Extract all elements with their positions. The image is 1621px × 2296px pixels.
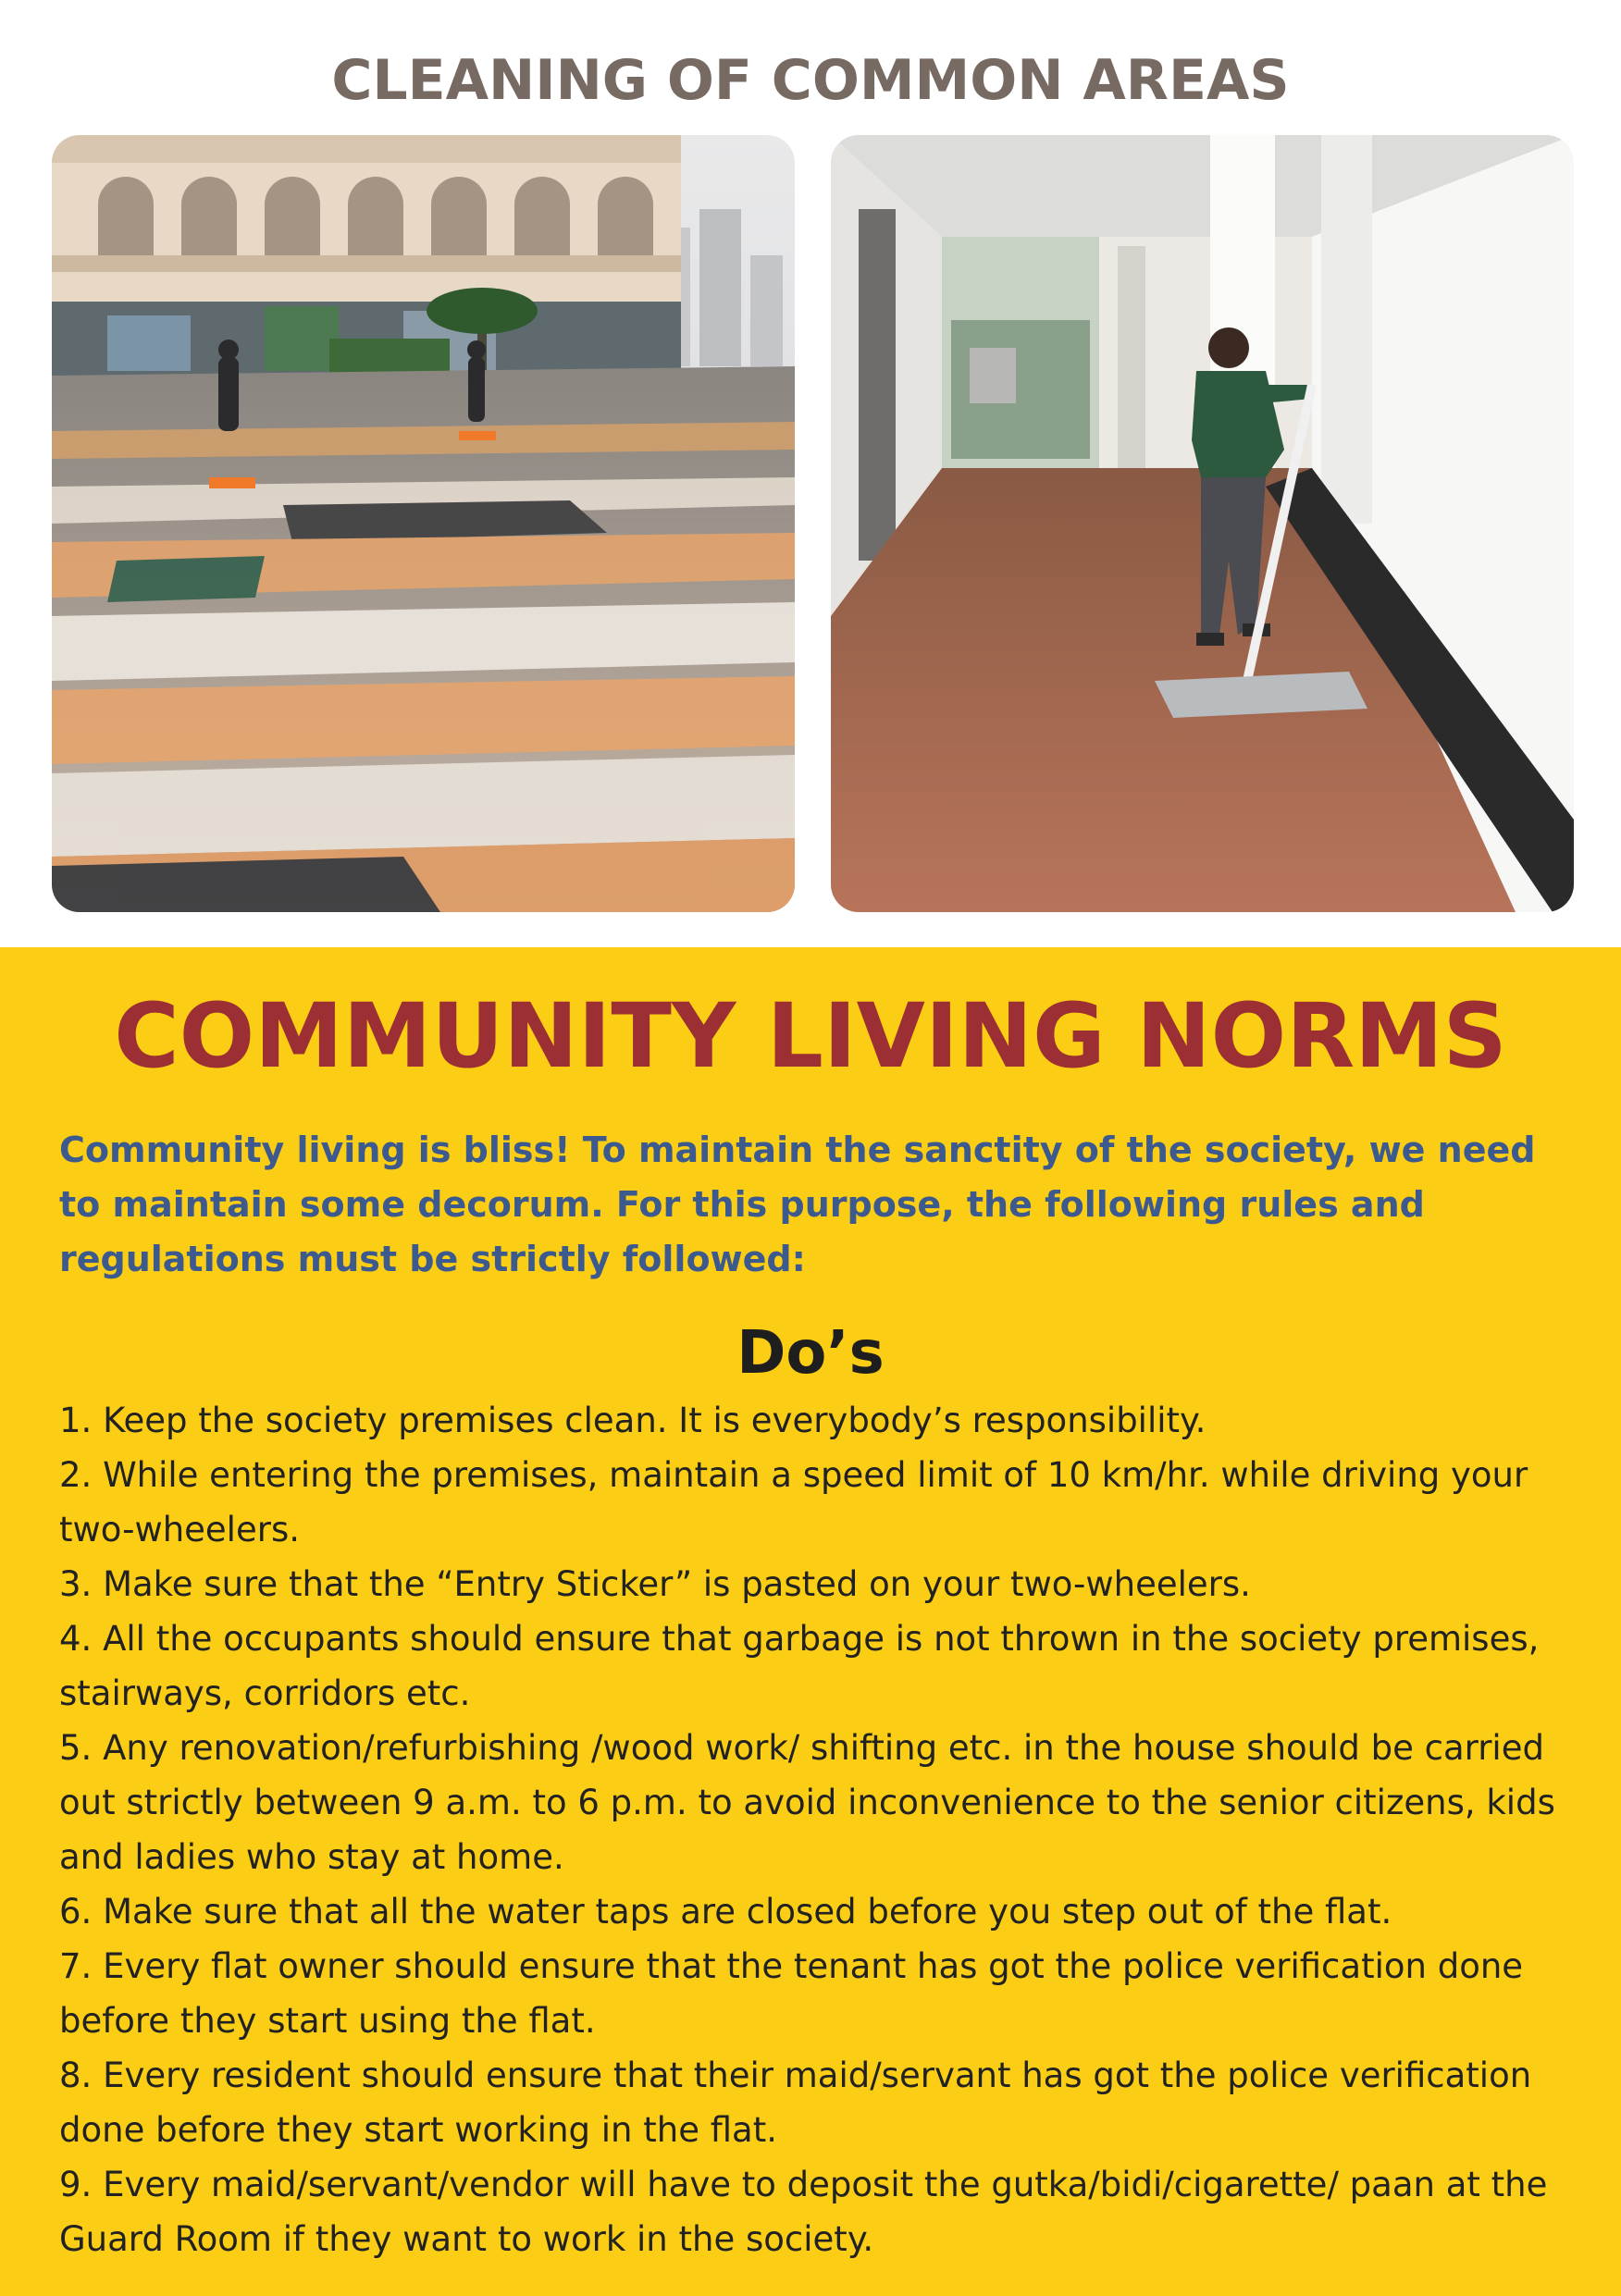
norms-intro: Community living is bliss! To maintain the sanctity of the society, we need to maintain some decorum. For this purpose, the following rules and regulations must be strictly followed:	[59, 1129, 1536, 1279]
corridor-mopping-photo	[831, 135, 1574, 912]
rule-item: 3. Make sure that the “Entry Sticker” is pasted on your two-wheelers.	[59, 1564, 1251, 1604]
rule-item: 4. All the occupants should ensure that garbage is not thrown in the society premises, stairways, corridors etc.	[59, 1619, 1540, 1713]
page-title: CLEANING OF COMMON AREAS	[331, 48, 1290, 113]
norms-title: COMMUNITY LIVING NORMS	[114, 984, 1507, 1088]
rule-item: 8. Every resident should ensure that their maid/servant has got the police verification done before they start working in the flat.	[59, 2055, 1532, 2150]
rule-item: 5. Any renovation/refurbishing /wood work/ shifting etc. in the house should be carried out strictly between 9 a.m. to 6 p.m. to avoid inconvenience to the senior citizens, kids and ladies who stay at home.	[59, 1728, 1555, 1877]
dos-rules-list	[59, 1393, 1577, 2266]
rule-item: 7. Every flat owner should ensure that the tenant has got the police verification done before they start using the flat.	[59, 1946, 1524, 2041]
rule-item: 9. Every maid/servant/vendor will have to deposit the gutka/bidi/cigarette/ paan at the Guard Room if they want to work in the society.	[59, 2165, 1548, 2259]
rule-item: 1. Keep the society premises clean. It is everybody’s responsibility.	[59, 1401, 1206, 1440]
courtyard-cleaning-photo	[52, 135, 795, 912]
community-norms-panel	[0, 947, 1621, 2296]
rule-item: 2. While entering the premises, maintain a speed limit of 10 km/hr. while driving your two-wheelers.	[59, 1455, 1528, 1549]
rule-item: 6. Make sure that all the water taps are closed before you step out of the flat.	[59, 1892, 1392, 1932]
dos-heading: Do’s	[736, 1319, 885, 1388]
